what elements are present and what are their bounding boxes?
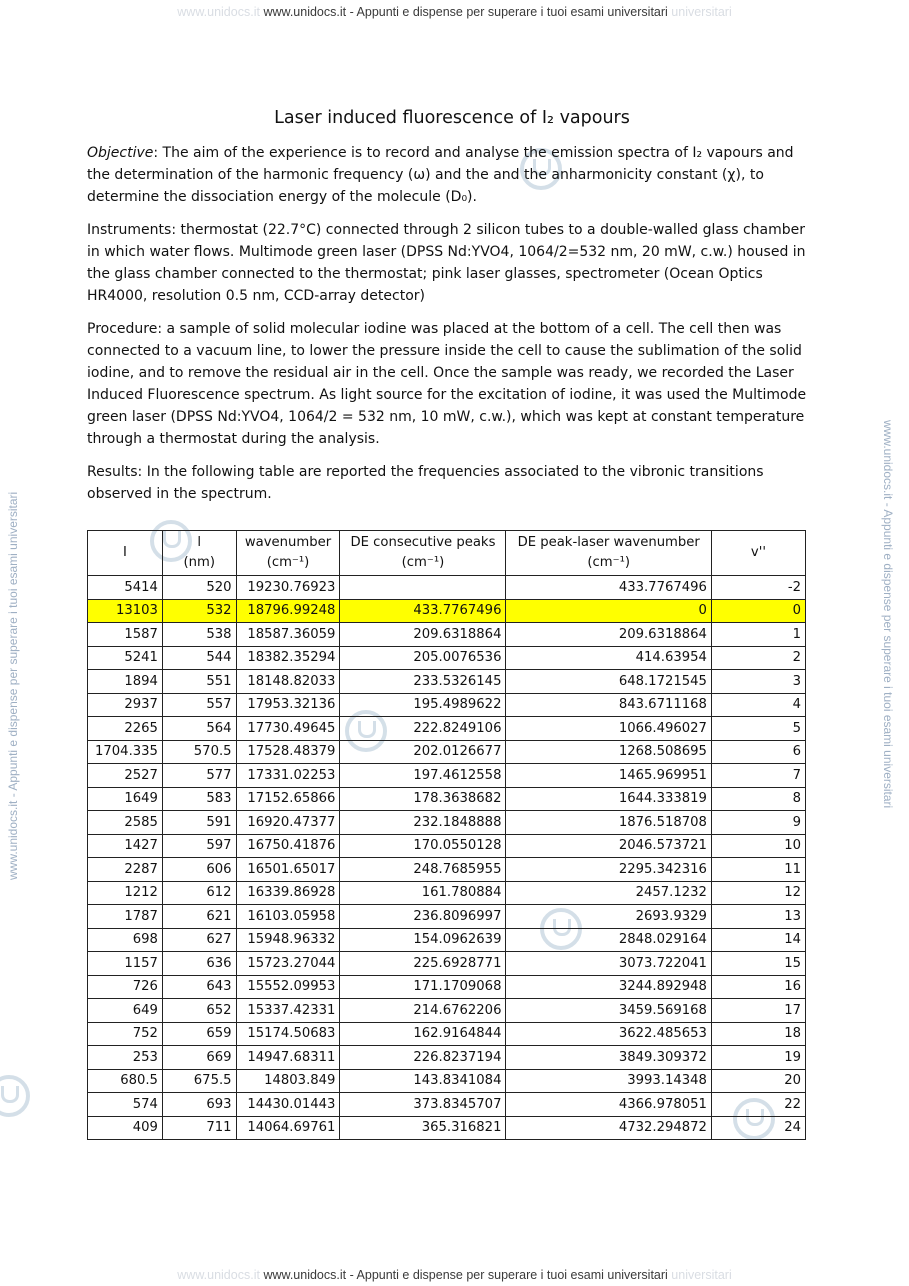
cell-intensity: 574 — [88, 1093, 163, 1117]
cell-de-consecutive: 209.6318864 — [340, 623, 506, 647]
cell-wavelength: 659 — [162, 1022, 236, 1046]
cell-de-consecutive — [340, 576, 506, 600]
cell-intensity: 1587 — [88, 623, 163, 647]
cell-vibrational-level: 15 — [711, 952, 805, 976]
cell-wavelength: 564 — [162, 717, 236, 741]
header-vibrational-level: v'' — [711, 531, 805, 576]
cell-wavelength: 577 — [162, 764, 236, 788]
watermark-logo-icon — [0, 1075, 30, 1117]
cell-wavenumber: 15174.50683 — [236, 1022, 340, 1046]
table-row — [88, 787, 806, 811]
cell-de-peak-laser: 433.7767496 — [506, 576, 711, 600]
cell-wavenumber: 18382.35294 — [236, 646, 340, 670]
cell-wavenumber: 15552.09953 — [236, 975, 340, 999]
cell-wavelength: 627 — [162, 928, 236, 952]
cell-de-peak-laser: 1644.333819 — [506, 787, 711, 811]
cell-wavenumber: 14947.68311 — [236, 1046, 340, 1070]
cell-de-peak-laser: 3244.892948 — [506, 975, 711, 999]
cell-intensity: 2287 — [88, 858, 163, 882]
cell-de-peak-laser: 3849.309372 — [506, 1046, 711, 1070]
cell-de-peak-laser: 2693.9329 — [506, 905, 711, 929]
cell-intensity: 409 — [88, 1116, 163, 1140]
document-body — [87, 108, 817, 516]
cell-wavelength: 557 — [162, 693, 236, 717]
cell-intensity: 2265 — [88, 717, 163, 741]
banner-ghost-left: www.unidocs.it — [177, 1268, 260, 1282]
cell-vibrational-level: 14 — [711, 928, 805, 952]
cell-intensity: 1157 — [88, 952, 163, 976]
cell-de-peak-laser: 2457.1232 — [506, 881, 711, 905]
cell-vibrational-level: 20 — [711, 1069, 805, 1093]
table-row — [88, 599, 806, 623]
cell-wavenumber: 14803.849 — [236, 1069, 340, 1093]
cell-de-peak-laser: 414.63954 — [506, 646, 711, 670]
cell-de-peak-laser: 1268.508695 — [506, 740, 711, 764]
objective-text: : The aim of the experience is to record and analyse the emission spectra of I₂ vapours and the determination of the harmonic frequency (ω) and the and the anharmonicity constant (χ), to determine the dissociation energy of the molecule (D₀). — [87, 145, 794, 205]
cell-vibrational-level: 1 — [711, 623, 805, 647]
cell-vibrational-level: 19 — [711, 1046, 805, 1070]
cell-de-peak-laser: 0 — [506, 599, 711, 623]
cell-de-peak-laser: 843.6711168 — [506, 693, 711, 717]
cell-de-peak-laser: 4732.294872 — [506, 1116, 711, 1140]
cell-wavelength: 711 — [162, 1116, 236, 1140]
cell-intensity: 13103 — [88, 599, 163, 623]
cell-wavenumber: 17528.48379 — [236, 740, 340, 764]
cell-wavenumber: 18587.36059 — [236, 623, 340, 647]
cell-vibrational-level: 24 — [711, 1116, 805, 1140]
cell-intensity: 680.5 — [88, 1069, 163, 1093]
cell-intensity: 253 — [88, 1046, 163, 1070]
cell-de-consecutive: 178.3638682 — [340, 787, 506, 811]
right-side-watermark: www.unidocs.it - Appunti e dispense per superare i tuoi esami universitari — [881, 420, 895, 809]
cell-vibrational-level: 17 — [711, 999, 805, 1023]
cell-wavelength: 544 — [162, 646, 236, 670]
cell-de-peak-laser: 3622.485653 — [506, 1022, 711, 1046]
table-row — [88, 905, 806, 929]
table-row — [88, 1022, 806, 1046]
cell-de-consecutive: 226.8237194 — [340, 1046, 506, 1070]
table-row — [88, 975, 806, 999]
cell-wavelength: 643 — [162, 975, 236, 999]
cell-de-consecutive: 365.316821 — [340, 1116, 506, 1140]
table-row — [88, 1093, 806, 1117]
cell-wavelength: 621 — [162, 905, 236, 929]
cell-vibrational-level: 11 — [711, 858, 805, 882]
cell-de-peak-laser: 3073.722041 — [506, 952, 711, 976]
cell-intensity: 2937 — [88, 693, 163, 717]
cell-wavenumber: 17730.49645 — [236, 717, 340, 741]
cell-wavenumber: 15948.96332 — [236, 928, 340, 952]
cell-vibrational-level: 7 — [711, 764, 805, 788]
cell-de-peak-laser: 1066.496027 — [506, 717, 711, 741]
cell-wavenumber: 15337.42331 — [236, 999, 340, 1023]
header-intensity: I — [88, 531, 163, 576]
cell-vibrational-level: 2 — [711, 646, 805, 670]
cell-wavelength: 612 — [162, 881, 236, 905]
cell-de-peak-laser: 209.6318864 — [506, 623, 711, 647]
cell-de-consecutive: 197.4612558 — [340, 764, 506, 788]
cell-wavenumber: 17953.32136 — [236, 693, 340, 717]
cell-vibrational-level: 12 — [711, 881, 805, 905]
cell-wavenumber: 16920.47377 — [236, 811, 340, 835]
cell-intensity: 1427 — [88, 834, 163, 858]
header-de-peak-laser: DE peak-laser wavenumber (cm⁻¹) — [506, 531, 711, 576]
cell-de-peak-laser: 2046.573721 — [506, 834, 711, 858]
cell-vibrational-level: 8 — [711, 787, 805, 811]
cell-wavelength: 652 — [162, 999, 236, 1023]
cell-wavenumber: 18148.82033 — [236, 670, 340, 694]
cell-de-consecutive: 232.1848888 — [340, 811, 506, 835]
cell-de-peak-laser: 1876.518708 — [506, 811, 711, 835]
cell-wavelength: 551 — [162, 670, 236, 694]
cell-wavelength: 570.5 — [162, 740, 236, 764]
cell-de-consecutive: 248.7685955 — [340, 858, 506, 882]
cell-vibrational-level: 13 — [711, 905, 805, 929]
cell-de-consecutive: 202.0126677 — [340, 740, 506, 764]
cell-de-consecutive: 225.6928771 — [340, 952, 506, 976]
cell-intensity: 1649 — [88, 787, 163, 811]
results-paragraph: Results: In the following table are reported the frequencies associated to the vibronic transitions observed in the spectrum. — [87, 464, 764, 502]
table-row — [88, 740, 806, 764]
cell-de-consecutive: 154.0962639 — [340, 928, 506, 952]
cell-wavenumber: 16501.65017 — [236, 858, 340, 882]
cell-wavelength: 532 — [162, 599, 236, 623]
cell-wavelength: 675.5 — [162, 1069, 236, 1093]
cell-de-consecutive: 195.4989622 — [340, 693, 506, 717]
cell-wavenumber: 15723.27044 — [236, 952, 340, 976]
cell-de-peak-laser: 2848.029164 — [506, 928, 711, 952]
cell-wavenumber: 19230.76923 — [236, 576, 340, 600]
banner-ghost-left: www.unidocs.it — [177, 5, 260, 19]
cell-de-consecutive: 373.8345707 — [340, 1093, 506, 1117]
cell-de-consecutive: 205.0076536 — [340, 646, 506, 670]
cell-vibrational-level: 3 — [711, 670, 805, 694]
cell-de-peak-laser: 3993.14348 — [506, 1069, 711, 1093]
cell-de-peak-laser: 648.1721545 — [506, 670, 711, 694]
cell-vibrational-level: 18 — [711, 1022, 805, 1046]
table-row — [88, 858, 806, 882]
cell-vibrational-level: -2 — [711, 576, 805, 600]
cell-intensity: 649 — [88, 999, 163, 1023]
cell-intensity: 1212 — [88, 881, 163, 905]
cell-wavelength: 583 — [162, 787, 236, 811]
table-row — [88, 811, 806, 835]
cell-de-consecutive: 233.5326145 — [340, 670, 506, 694]
top-watermark-banner — [0, 5, 909, 19]
table-row — [88, 646, 806, 670]
table-row — [88, 881, 806, 905]
table-row — [88, 717, 806, 741]
cell-wavenumber: 16103.05958 — [236, 905, 340, 929]
instruments-paragraph: Instruments: thermostat (22.7°C) connected through 2 silicon tubes to a double-walled glass chamber in which water flows. Multimode green laser (DPSS Nd:YVO4, 1064/2=532 nm, 20 mW, c.w.) housed in the glass chamber connected to the thermostat; pink laser glasses, spectrometer (Ocean Optics HR4000, resolution 0.5 nm, CCD-array detector) — [87, 222, 806, 304]
cell-vibrational-level: 9 — [711, 811, 805, 835]
cell-intensity: 1894 — [88, 670, 163, 694]
cell-de-consecutive: 433.7767496 — [340, 599, 506, 623]
banner-text: www.unidocs.it - Appunti e dispense per superare i tuoi esami universitari — [263, 5, 668, 19]
cell-wavelength: 693 — [162, 1093, 236, 1117]
table-row — [88, 693, 806, 717]
cell-wavelength: 636 — [162, 952, 236, 976]
cell-wavenumber: 16339.86928 — [236, 881, 340, 905]
cell-de-consecutive: 162.9164844 — [340, 1022, 506, 1046]
left-side-watermark: www.unidocs.it - Appunti e dispense per superare i tuoi esami universitari — [6, 491, 20, 880]
cell-wavelength: 606 — [162, 858, 236, 882]
objective-label: Objective — [87, 145, 154, 161]
table-row — [88, 834, 806, 858]
cell-wavelength: 538 — [162, 623, 236, 647]
table-row — [88, 1046, 806, 1070]
table-row — [88, 999, 806, 1023]
cell-vibrational-level: 10 — [711, 834, 805, 858]
cell-wavenumber: 18796.99248 — [236, 599, 340, 623]
objective-paragraph — [87, 142, 817, 208]
table-row — [88, 576, 806, 600]
cell-wavenumber: 17152.65866 — [236, 787, 340, 811]
cell-de-consecutive: 143.8341084 — [340, 1069, 506, 1093]
header-wavelength: l (nm) — [162, 531, 236, 576]
cell-intensity: 726 — [88, 975, 163, 999]
cell-vibrational-level: 16 — [711, 975, 805, 999]
cell-wavenumber: 14064.69761 — [236, 1116, 340, 1140]
cell-de-consecutive: 170.0550128 — [340, 834, 506, 858]
cell-intensity: 698 — [88, 928, 163, 952]
cell-wavelength: 520 — [162, 576, 236, 600]
table-row — [88, 670, 806, 694]
cell-intensity: 752 — [88, 1022, 163, 1046]
cell-de-consecutive: 171.1709068 — [340, 975, 506, 999]
cell-wavelength: 669 — [162, 1046, 236, 1070]
cell-de-peak-laser: 4366.978051 — [506, 1093, 711, 1117]
cell-de-peak-laser: 1465.969951 — [506, 764, 711, 788]
cell-de-consecutive: 214.6762206 — [340, 999, 506, 1023]
cell-de-peak-laser: 2295.342316 — [506, 858, 711, 882]
cell-de-peak-laser: 3459.569168 — [506, 999, 711, 1023]
cell-vibrational-level: 22 — [711, 1093, 805, 1117]
banner-text: www.unidocs.it - Appunti e dispense per superare i tuoi esami universitari — [263, 1268, 668, 1282]
cell-vibrational-level: 5 — [711, 717, 805, 741]
cell-vibrational-level: 6 — [711, 740, 805, 764]
cell-wavenumber: 16750.41876 — [236, 834, 340, 858]
cell-intensity: 2585 — [88, 811, 163, 835]
cell-intensity: 2527 — [88, 764, 163, 788]
cell-intensity: 5414 — [88, 576, 163, 600]
cell-vibrational-level: 0 — [711, 599, 805, 623]
cell-vibrational-level: 4 — [711, 693, 805, 717]
document-title: Laser induced fluorescence of I₂ vapours — [274, 108, 630, 128]
table-header-row — [88, 531, 806, 576]
table-body — [88, 576, 806, 1140]
cell-de-consecutive: 222.8249106 — [340, 717, 506, 741]
cell-wavelength: 591 — [162, 811, 236, 835]
header-wavenumber: wavenumber (cm⁻¹) — [236, 531, 340, 576]
table-row — [88, 1116, 806, 1140]
header-de-consecutive: DE consecutive peaks (cm⁻¹) — [340, 531, 506, 576]
banner-ghost-right: universitari — [671, 5, 732, 19]
bottom-watermark-banner — [0, 1268, 909, 1282]
table-row — [88, 1069, 806, 1093]
procedure-paragraph: Procedure: a sample of solid molecular iodine was placed at the bottom of a cell. The cell then was connected to a vacuum line, to lower the pressure inside the cell to cause the sublimation of the solid iodine, and to remove the residual air in the cell. Once the sample was ready, we recorded the Laser Induced Fluorescence spectrum. As light source for the excitation of iodine, it was used the Multimode green laser (DPSS Nd:YVO4, 1064/2 = 532 nm, 10 mW, c.w.), which was kept at constant temperature through a thermostat during the analysis. — [87, 321, 807, 447]
table-row — [88, 764, 806, 788]
table-row — [88, 952, 806, 976]
results-table — [87, 530, 806, 1140]
banner-ghost-right: universitari — [671, 1268, 732, 1282]
cell-wavelength: 597 — [162, 834, 236, 858]
cell-intensity: 1787 — [88, 905, 163, 929]
cell-wavenumber: 17331.02253 — [236, 764, 340, 788]
cell-wavenumber: 14430.01443 — [236, 1093, 340, 1117]
cell-de-consecutive: 161.780884 — [340, 881, 506, 905]
cell-de-consecutive: 236.8096997 — [340, 905, 506, 929]
table-row — [88, 623, 806, 647]
table-row — [88, 928, 806, 952]
cell-intensity: 5241 — [88, 646, 163, 670]
cell-intensity: 1704.335 — [88, 740, 163, 764]
